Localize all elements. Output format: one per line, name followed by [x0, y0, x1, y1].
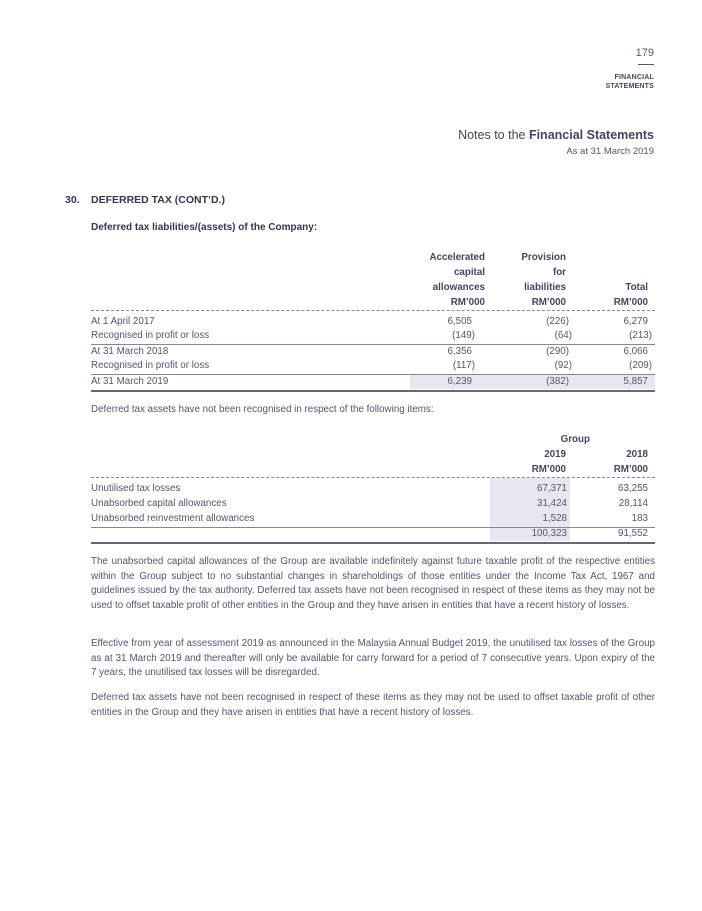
table2-row3-2018: 183 — [631, 513, 648, 524]
table1-row5-provision: (382) — [546, 376, 569, 387]
paragraph-deferred-tax: Deferred tax assets have not been recognised in respect of these items as they may not be used to offset taxable profit of other entities in the Group and they have arisen in entities that have a recent history of losses. — [91, 692, 655, 718]
table2-row1-label: Unutilised tax losses — [91, 483, 181, 494]
table1-row2-provision: (64) — [554, 330, 572, 341]
table1-row1-provision: (226) — [546, 316, 569, 327]
table2-row2-2018: 28,114 — [618, 498, 648, 509]
table2-col-2018-header — [575, 447, 648, 477]
table1-col2-line1: Provision — [521, 252, 566, 263]
page-number: 179 — [635, 47, 654, 59]
table1-row2-accelerated: (149) — [452, 330, 475, 341]
section-number: 30. — [65, 194, 80, 206]
section-title: DEFERRED TAX (CONT’D.) — [91, 194, 225, 206]
table1-row5-accelerated: 6,239 — [447, 376, 472, 387]
table1-col1-line2: capital — [453, 267, 485, 278]
section-tag — [606, 73, 654, 91]
table1-col-provision-header — [490, 250, 566, 310]
table1-row1-total: 6,279 — [623, 316, 648, 327]
table2-total-2019: 100,323 — [531, 528, 567, 539]
table1-row4-total: (209) — [629, 360, 652, 371]
table1-col1-line3: allowances — [432, 282, 485, 293]
table1-col-accelerated-header — [400, 250, 485, 310]
section-tag-line1: FINANCIAL — [614, 74, 654, 81]
table1-col-total-header — [575, 280, 648, 310]
table1-col2-line3: liabilities — [524, 282, 566, 293]
table1-row5-label: At 31 March 2019 — [91, 376, 169, 387]
table-row — [91, 497, 655, 512]
table-row — [91, 482, 655, 497]
table-row — [91, 345, 655, 360]
table-row — [91, 359, 655, 375]
table2-header-divider — [91, 477, 655, 478]
intro-text: Deferred tax assets have not been recognised in respect of the following items: — [91, 404, 434, 415]
table1-col3-line1: Total — [625, 282, 648, 293]
table2-total-2018: 91,552 — [618, 528, 648, 539]
table1-row4-label: Recognised in profit or loss — [91, 360, 210, 371]
table-row — [91, 315, 655, 330]
section-subtitle: Deferred tax liabilities/(assets) of the Company: — [91, 222, 318, 233]
table1-row3-provision: (290) — [546, 346, 569, 357]
table-row — [91, 375, 655, 392]
table1-header-divider — [91, 310, 655, 311]
table2-col2-year: 2018 — [626, 449, 648, 460]
table1-row2-total: (213) — [629, 330, 652, 341]
paragraph-capital-allowances: The unabsorbed capital allowances of the Group are available indefinitely against future taxable profit of the respective entities within the Group subject to no substantial changes in shareholdings of those entities under the Income Tax Act, 1967 and guidelines issued by the tax authority. Deferred tax assets have not been recognised in respect of these items as they may not be used to offset taxable profit of other entities in the Group and they have arisen in entities that have a recent history of losses. — [91, 556, 655, 611]
table2-group-label: Group — [560, 434, 590, 445]
table2-row2-label: Unabsorbed capital allowances — [91, 498, 227, 509]
page-number-rule — [638, 64, 654, 65]
table1-row1-accelerated: 6,505 — [447, 316, 472, 327]
paragraph-tax-losses: Effective from year of assessment 2019 as announced in the Malaysia Annual Budget 2019, the unutilised tax losses of the Group as at 31 March 2019 and thereafter will only be available for carry forward for a period of 7 consecutive years. Upon expiry of the 7 years, the unutilised tax losses will be disregarded. — [91, 638, 655, 678]
table1-row2-label: Recognised in profit or loss — [91, 330, 210, 341]
table2-row3-label: Unabsorbed reinvestment allowances — [91, 513, 255, 524]
table2-row2-2019: 31,424 — [537, 498, 567, 509]
table1-col2-line4: RM’000 — [531, 297, 566, 308]
notes-date: As at 31 March 2019 — [566, 146, 654, 157]
table-row — [91, 512, 655, 528]
table1-col1-line4: RM’000 — [450, 297, 485, 308]
table1-row1-label: At 1 April 2017 — [91, 316, 155, 327]
table1-row4-provision: (92) — [554, 360, 572, 371]
table1-col2-line2: for — [552, 267, 566, 278]
table2-row1-2019: 67,371 — [537, 483, 567, 494]
table1-col1-line1: Accelerated — [429, 252, 485, 263]
table1-row5-total: 5,857 — [623, 376, 648, 387]
table2-row1-2018: 63,255 — [618, 483, 648, 494]
table2-col1-year: 2019 — [544, 449, 566, 460]
table2-col2-unit: RM’000 — [613, 464, 648, 475]
notes-title-bold: Financial Statements — [528, 128, 654, 142]
notes-title-prefix: Notes to the — [458, 128, 529, 142]
table1-col3-line2: RM’000 — [613, 297, 648, 308]
table1-row4-accelerated: (117) — [452, 360, 475, 371]
table-row — [91, 329, 655, 345]
table2-col1-unit: RM’000 — [531, 464, 566, 475]
table2-total-row — [91, 527, 655, 544]
table1-row3-total: 6,066 — [623, 346, 648, 357]
table1-row3-label: At 31 March 2018 — [91, 346, 169, 357]
table2-row3-2019: 1,528 — [542, 513, 567, 524]
table2-col-2019-header — [495, 447, 566, 477]
table1-row3-accelerated: 6,356 — [447, 346, 472, 357]
notes-title — [458, 128, 654, 142]
section-tag-line2: STATEMENTS — [605, 83, 654, 90]
